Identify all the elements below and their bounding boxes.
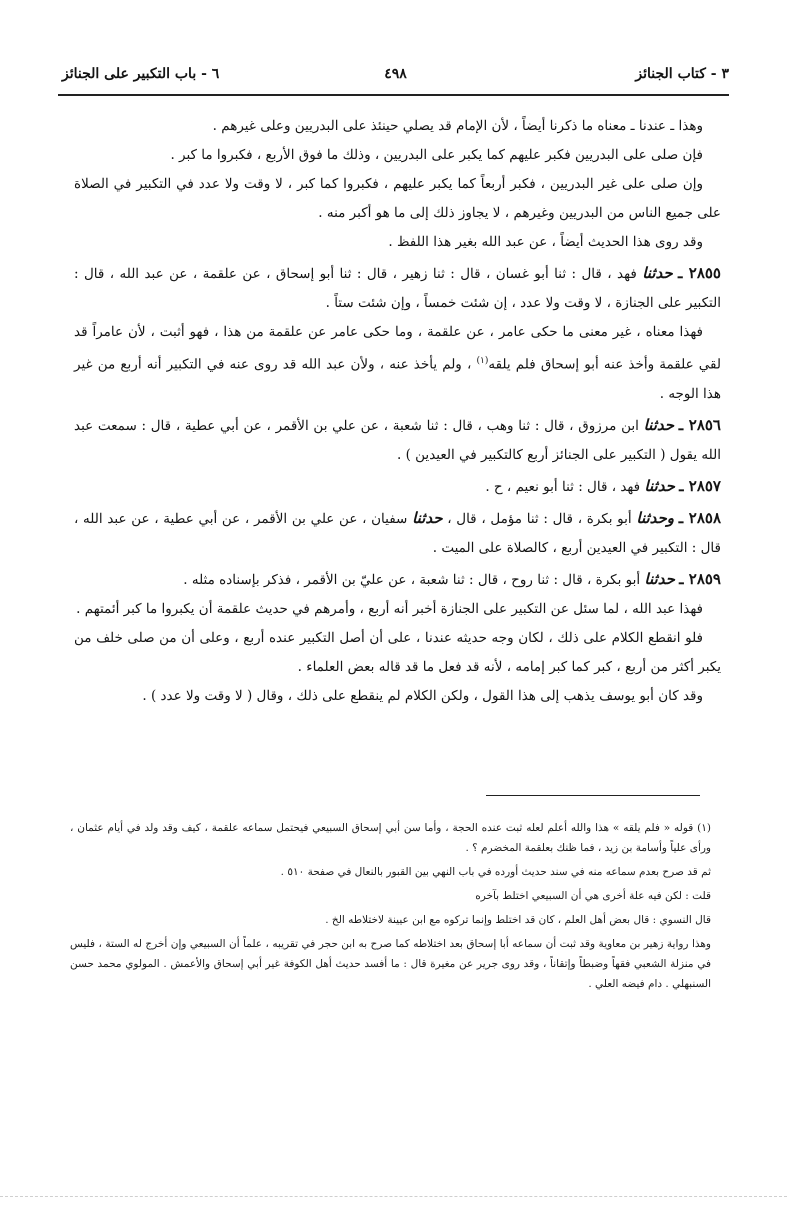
hadith-text: أبو بكرة ، قال : ثنا مؤمل ، قال ، <box>447 510 632 527</box>
haddatha-word: حدثنا <box>642 264 673 282</box>
paragraph: فإن صلى على البدريين فكبر عليهم كما يكبر على البدريين ، وذلك ما فوق الأربع ، فكبروا ما كبر . <box>170 147 703 163</box>
hadith-text: أبو بكرة ، قال : ثنا روح ، قال : ثنا شعبة ، عن عليّ بن الأقمر ، فذكر بإسناده مثله . <box>183 571 641 588</box>
paragraph-text: فهذا معناه ، غير معنى ما حكى عامر ، عن علقمة ، وما حكى عامر عن علقمة من هذا ، فهو أثبت ، لأن عامراً قد لقي علقمة وأخذ عنه أبو إسحاق فلم يلقه <box>74 324 721 373</box>
page-number: ٤٩٨ <box>384 66 407 82</box>
footnote: قلت : لكن فيه علة أخرى هي أن السبيعي اختلط بآخره <box>475 890 711 902</box>
paragraph: وإن صلى على غير البدريين ، فكبر أربعاً كما يكبر عليهم ، فكبروا كما كبر ، لا وقت ولا عدد في التكبير في الصلاة على جميع الناس من البدريين وغيرهم ، لا يجاوز ذلك إلى ما هو أكبر منه . <box>74 176 721 221</box>
paragraph: فهذا عبد الله ، لما سئل عن التكبير على الجنازة أخبر أنه أربع ، وأمرهم في حديث علقمة أن يكبروا ما كبر أئمتهم . <box>76 600 703 617</box>
footnote: (١) قوله « فلم يلقه » هذا والله أعلم لعله ثبت عنده الحجة ، وأما سن أبي إسحاق السبيعي فيحتمل سماعه علقمة ، كيف وقد ولد في أيام عثمان ، ورأى علياً وأسامة بن زيد ، فما ظنك بعلقمة المخضرم ؟ . <box>70 822 711 854</box>
paragraph <box>74 318 721 409</box>
hadith-2858 <box>74 504 721 563</box>
hadith-2856 <box>74 411 721 470</box>
hadith-text: فهد ، قال : ثنا أبو غسان ، قال : ثنا زهير ، قال : ثنا أبو إسحاق ، عن علقمة ، عن عبد الله ، قال : التكبير على الجنازة ، لا وقت ولا عدد ، إن شئت خمساً ، وإن شئت ستاً . <box>74 266 721 311</box>
hadith-text: فهد ، قال : ثنا أبو نعيم ، ح . <box>485 478 641 495</box>
hadith-text: سفيان ، عن علي بن الأقمر ، عن أبي عطية ، عن عبد الله ، قال : التكبير في العيدين أربع ، كالصلاة على الميت . <box>74 510 721 556</box>
hadith-number: ٢٨٥٨ ـ <box>678 508 722 527</box>
hadith-number: ٢٨٥٧ ـ <box>679 476 721 495</box>
haddatha-word: حدثنا <box>644 569 675 588</box>
footnote: وهذا رواية زهير بن معاوية وقد ثبت أن سماعه أبا إسحاق بعد اختلاطه كما صرح به ابن حجر في تقريبه ، علماً أن السبيعي وإن أخرج له الستة ، فليس في منزلة الشعبي فقهاً وضبطاً وإتقاناً ، وقد روى جرير عن مغيرة قال : ما أفسد حديث أهل الكوفة غير أبي إسحاق والأعمش . المولوي محمد حسن السنبهلي . دام فيضه العلي . <box>70 938 711 990</box>
haddatha-word: حدثنا <box>412 508 443 527</box>
hadith-number: ٢٨٥٥ ـ <box>678 264 721 282</box>
hadith-2855 <box>74 259 721 318</box>
haddatha-word: حدثنا <box>644 476 675 495</box>
hadith-2857 <box>74 472 721 502</box>
book-title: ٣ - كتاب الجنائز <box>635 66 729 82</box>
footnote-separator <box>486 795 700 796</box>
paragraph: فلو انقطع الكلام على ذلك ، لكان وجه حديثه عندنا ، على أن أصل التكبير عنده أربع ، وعلى أن من صلى خلف من يكبر أكثر من أربع ، كبر كما كبر إمامه ، لأنه قد فعل ما قد قاله بعض العلماء . <box>74 629 721 675</box>
header-divider <box>58 94 729 96</box>
paragraph: وقد كان أبو يوسف يذهب إلى هذا القول ، ولكن الكلام لم ينقطع على ذلك ، وقال ( لا وقت ولا عدد ) . <box>142 687 703 704</box>
chapter-title: ٦ - باب التكبير على الجنائز <box>62 66 220 82</box>
page-header <box>62 64 729 90</box>
paragraph: وقد روى هذا الحديث أيضاً ، عن عبد الله بغير هذا اللفظ . <box>388 234 703 250</box>
footnote-ref: (١) <box>476 356 489 366</box>
hadith-2859 <box>74 565 721 595</box>
main-text <box>74 112 721 711</box>
footnote: ثم قد صرح بعدم سماعه منه في سند حديث أورده في باب النهي بين القبور بالنعال في صفحة ٥١٠ . <box>280 866 711 878</box>
footnotes <box>70 818 711 998</box>
scan-edge <box>0 1196 787 1197</box>
hadith-number: ٢٨٥٦ ـ <box>678 415 721 434</box>
paragraph-text: ، ولم يأخذ عنه ، ولأن عبد الله قد روى عنه في التكبير أنه أربع من غير هذا الوجه . <box>74 356 721 402</box>
hadith-text: ابن مرزوق ، قال : ثنا وهب ، قال : ثنا شعبة ، عن علي بن الأقمر ، عن أبي عطية ، قال : سمعت عبد الله يقول ( التكبير على الجنائز أربع كالتكبير في العيدين ) . <box>74 417 721 463</box>
footnote: قال النسوي : قال بعض أهل العلم ، كان قد اختلط وإنما تركوه مع ابن عيينة لاختلاطه الخ . <box>325 914 711 926</box>
haddatha-word: وحدثنا <box>636 508 675 527</box>
paragraph: وهذا ـ عندنا ـ معناه ما ذكرنا أيضاً ، لأن الإمام قد يصلي حينئذ على البدريين وعلى غيرهم . <box>212 118 703 134</box>
haddatha-word: حدثنا <box>643 415 675 434</box>
hadith-number: ٢٨٥٩ ـ <box>679 569 721 588</box>
